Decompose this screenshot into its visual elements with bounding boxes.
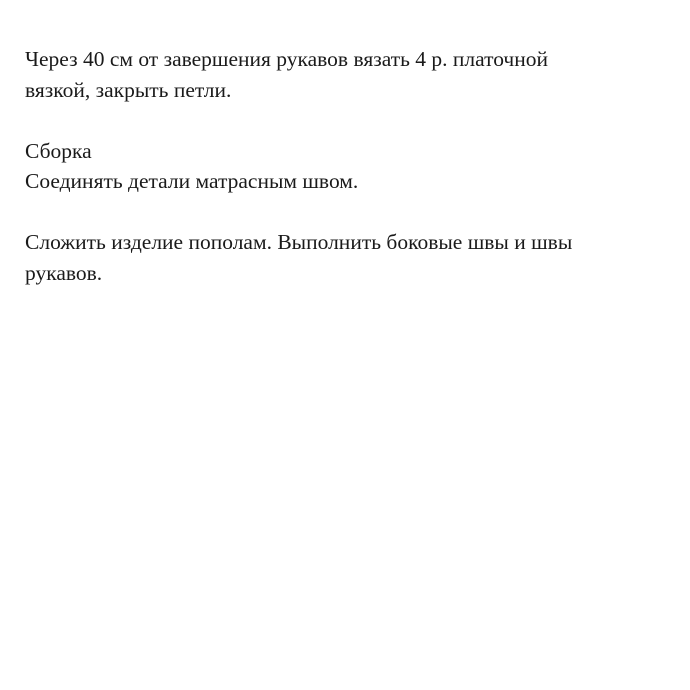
paragraph-seams	[25, 227, 675, 288]
text-line: рукавов.	[25, 260, 103, 285]
paragraph-gap	[25, 105, 675, 136]
text-line: Через 40 см от завершения рукавов вязать 4 р. платочной	[25, 47, 549, 71]
paragraph-finishing	[25, 44, 675, 105]
document-body	[25, 44, 675, 288]
text-line: Соединять детали матрасным швом.	[25, 169, 359, 193]
text-line: Сложить изделие пополам. Выполнить боковые швы и швы	[25, 230, 573, 254]
section-heading: Сборка	[25, 138, 92, 163]
text-line: вязкой, закрыть петли.	[25, 77, 232, 102]
paragraph-assembly	[25, 136, 675, 197]
paragraph-gap	[25, 197, 675, 228]
